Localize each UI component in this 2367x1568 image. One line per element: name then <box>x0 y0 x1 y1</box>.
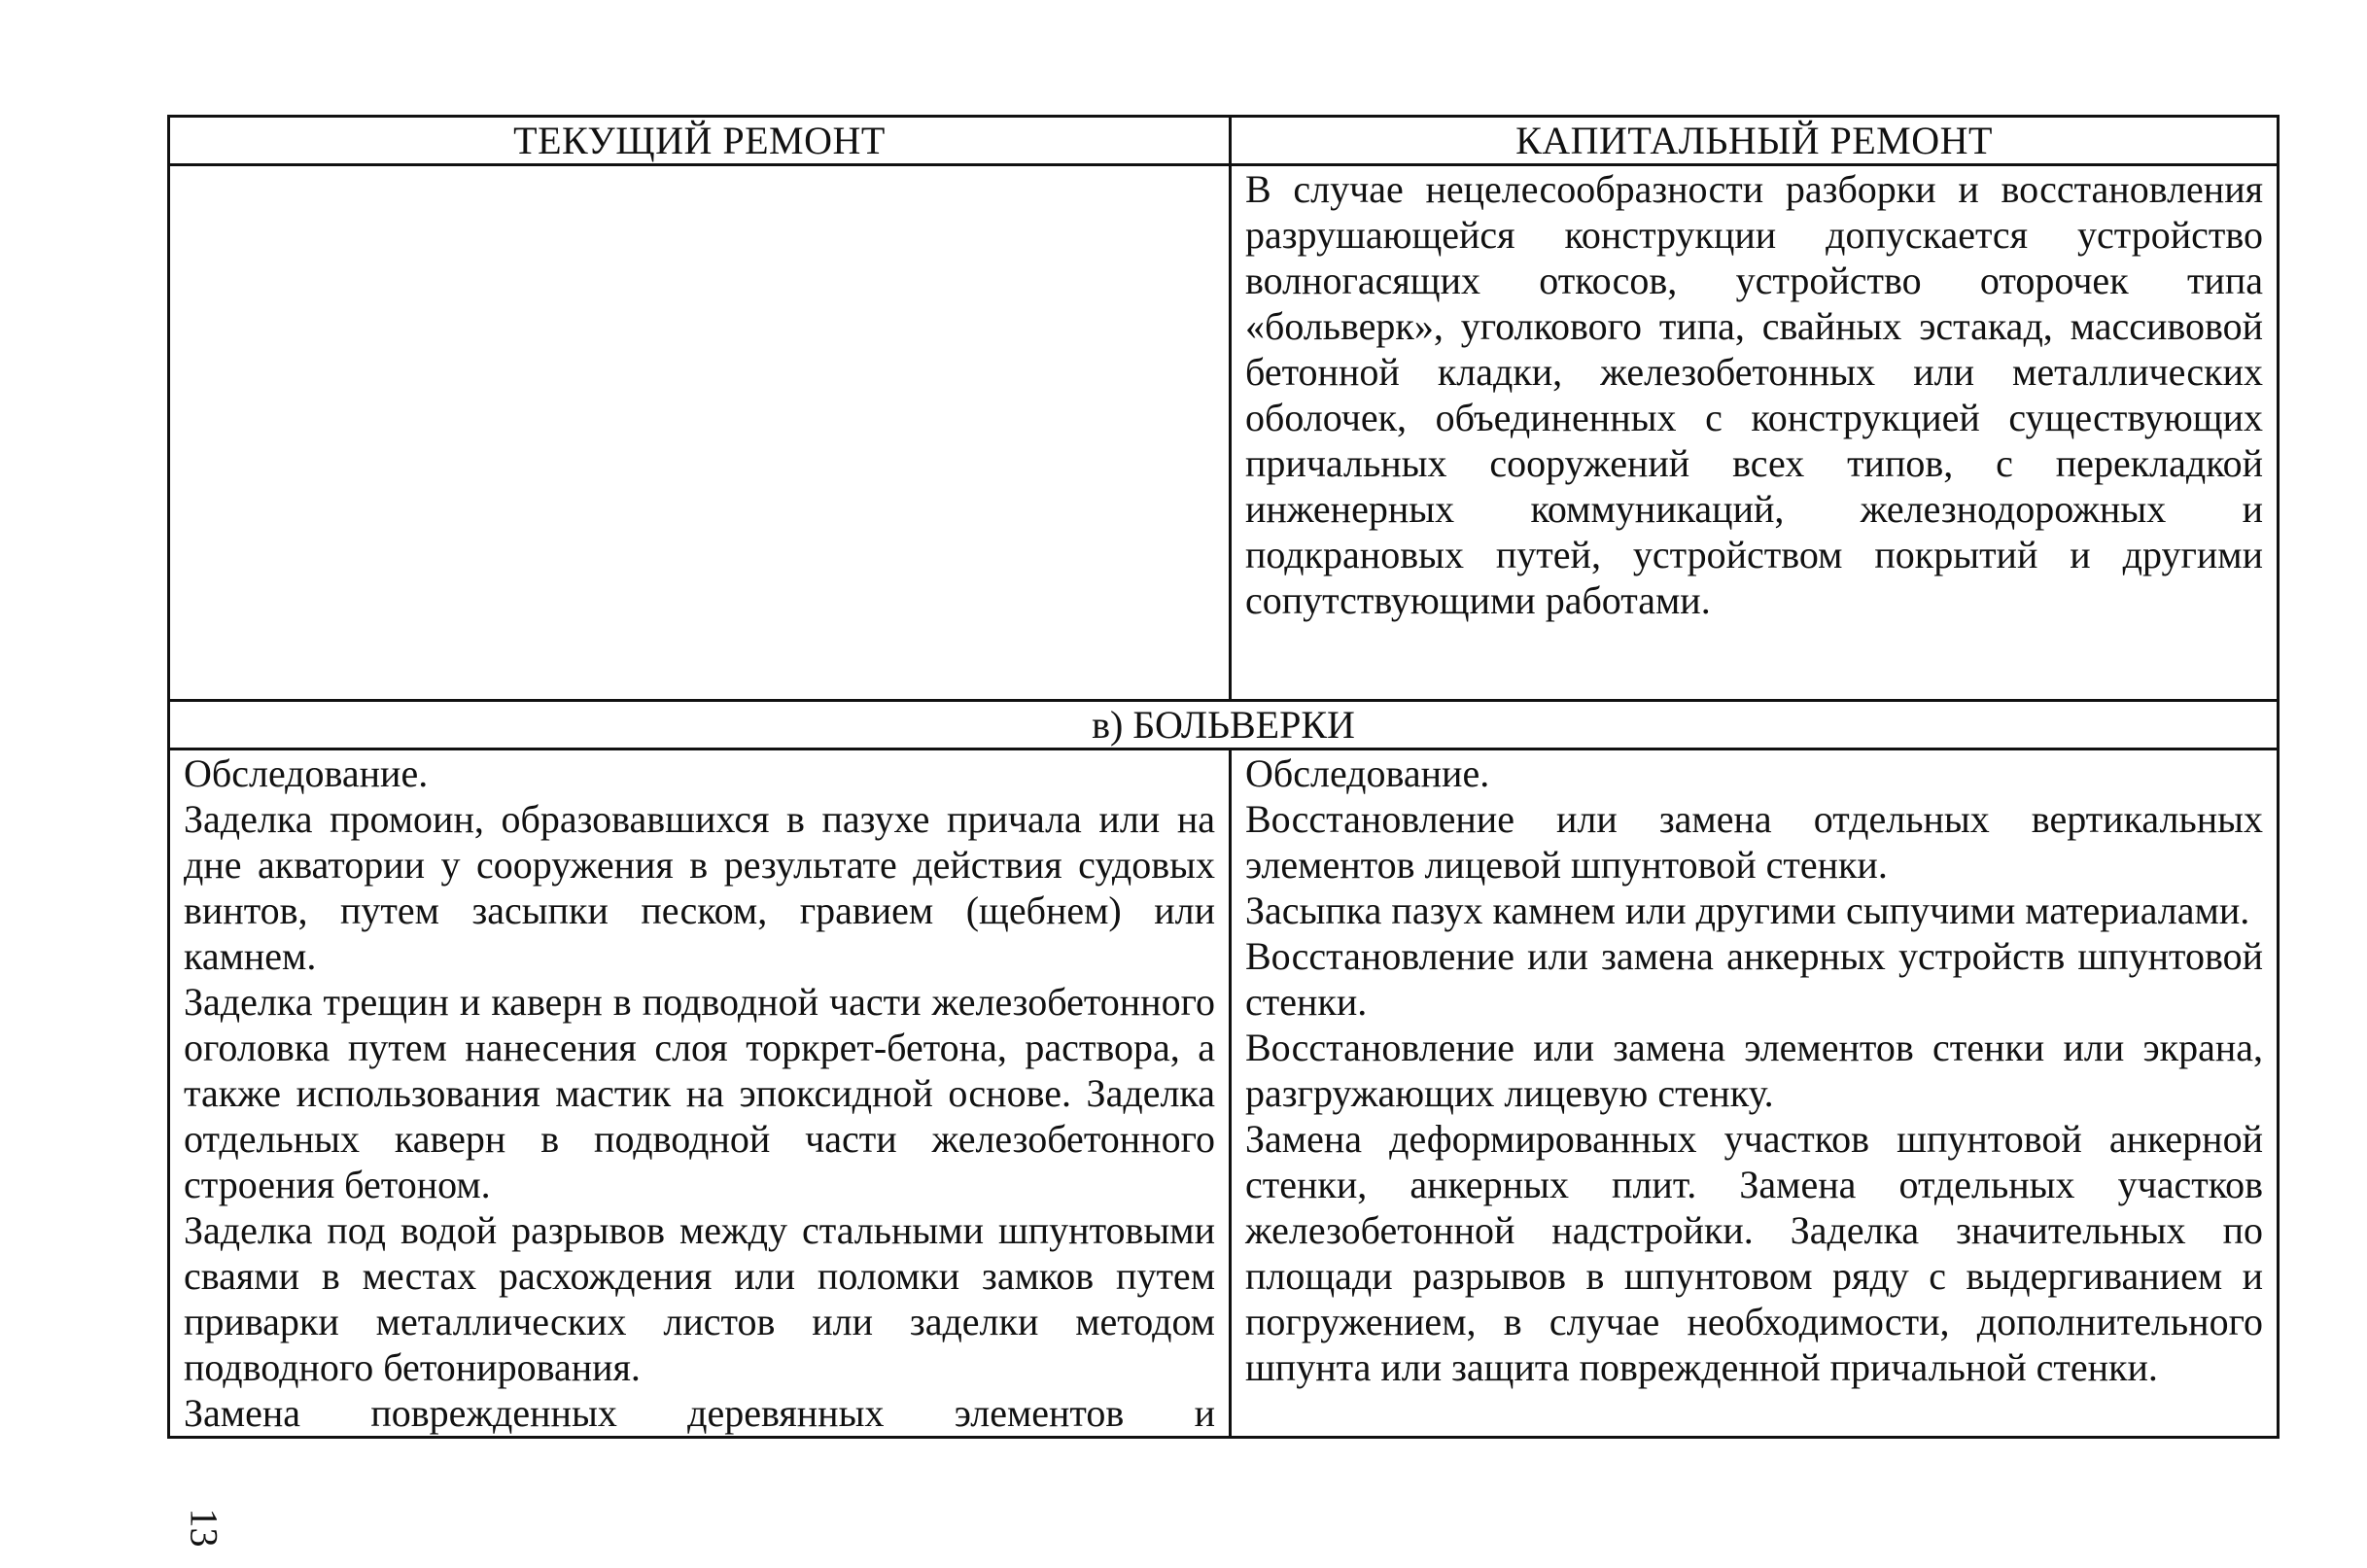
current-repair-cell <box>169 749 1231 1438</box>
table-header-row <box>169 117 2279 165</box>
section-row <box>169 701 2279 749</box>
capital-repair-text-cell <box>1231 165 2279 701</box>
list-item: Замена деформированных участков шпунтовой анкерной стенки, анкерных плит. Замена отдельных участков железобетонной надстройки. Заделка значительных по площади разрывов в шпунтовом ряду с выдергиванием и погружением, в случае необходимости, дополнительного шпунта или защита поврежденной причальной стенки. <box>1245 1117 2263 1389</box>
list-item: Засыпка пазух камнем или другими сыпучими материалами. <box>1245 889 2250 932</box>
list-item: Замена поврежденных деревянных элементов и <box>184 1391 1215 1435</box>
list-item: Заделка под водой разрывов между стальными шпунтовыми сваями в местах расхождения или поломки замков путем приварки металлических листов или заделки методом подводного бетонирования. <box>184 1208 1215 1389</box>
list-item: Заделка промоин, образовавшихся в пазухе причала или на дне акватории у сооружения в результате действия судовых винтов, путем засыпки песком, гравием (щебнем) или камнем. <box>184 797 1215 978</box>
list-item: Заделка трещин и каверн в подводной части железобетонного оголовка путем нанесения слоя торкрет-бетона, раствора, а также использования мастик на эпоксидной основе. Заделка отдельных каверн в подводной части железобетонного строения бетоном. <box>184 980 1215 1206</box>
capital-repair-paragraph: В случае нецелесообразности разборки и восстановления разрушающейся конструкции допускается устройство волногасящих откосов, устройство оторочек типа «больверк», уголкового типа, свайных эстакад, массивовой бетонной кладки, железобетонных или металлических оболочек, объединенных с конструкцией существующих причальных сооружений всех типов, с перекладкой инженерных коммуникаций, железнодорожных и подкрановых путей, устройством покрытий и другими сопутствующими работами. <box>1245 167 2263 622</box>
list-item: Восстановление или замена элементов стенки или экрана, разгружающих лицевую стенку. <box>1245 1026 2263 1115</box>
list-item: Восстановление или замена анкерных устройств шпунтовой стенки. <box>1245 934 2263 1024</box>
list-item: Восстановление или замена отдельных вертикальных элементов лицевой шпунтовой стенки. <box>1245 797 2263 887</box>
empty-cell <box>169 165 1231 701</box>
repair-table <box>167 115 2280 1439</box>
list-item: Обследование. <box>184 751 429 795</box>
table-row <box>169 165 2279 701</box>
section-title: в) БОЛЬВЕРКИ <box>169 701 2279 749</box>
table-row <box>169 749 2279 1438</box>
page-number: 13 <box>182 1508 226 1548</box>
header-current-repair: ТЕКУЩИЙ РЕМОНТ <box>169 117 1231 165</box>
capital-repair-cell <box>1231 749 2279 1438</box>
list-item: Обследование. <box>1245 751 1490 795</box>
header-capital-repair: КАПИТАЛЬНЫЙ РЕМОНТ <box>1231 117 2279 165</box>
